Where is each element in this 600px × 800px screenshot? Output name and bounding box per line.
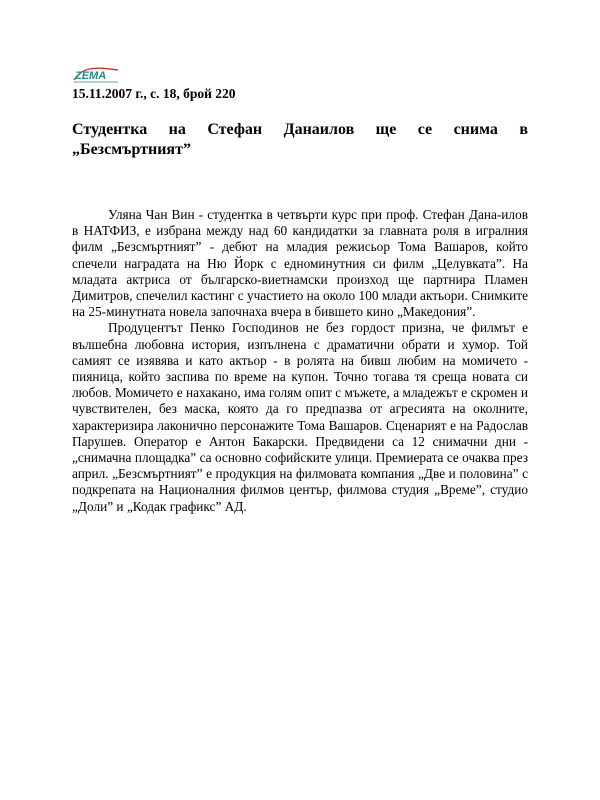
headline-line-1: Студентка на Стефан Данаилов ще се снима в — [72, 121, 528, 138]
headline-line-2: „Безсмъртният” — [72, 141, 191, 158]
zema-logo — [72, 64, 120, 86]
document-page — [72, 64, 528, 515]
article-headline — [72, 120, 528, 160]
article-body — [72, 207, 528, 515]
svg-text:ZEMA: ZEMA — [75, 70, 107, 82]
article-paragraph: Продуцентът Пенко Господинов не без гордост призна, че филмът е вълшебна любовна история, изпълнена с драматични обрати и хумор. Той самият се изявява и като актьор - в ролята на бивш любим на момичето - пияница, който заспива по време на купон. Точно тогава тя среща новата си любов. Момичето е нахакано, има голям опит с мъжете, а младежът е скромен и чувствителен, без маска, която да го предпазва от агресията на околните, характеризира лаконично персонажите Тома Вашаров. Сценарият е на Радослав Парушев. Оператор е Антон Бакарски. Предвидени са 12 снимачни дни - „снимачна площадка” са основно софийските улици. Премиерата се очаква през април. „Безсмъртният” е продукция на филмовата компания „Две и половина” с подкрепата на Националния филмов център, филмова студия „Време”, студио „Доли” и „Кодак графикс” АД. — [72, 320, 528, 514]
publication-dateline: 15.11.2007 г., с. 18, брой 220 — [72, 86, 236, 101]
article-paragraph: Уляна Чан Вин - студентка в четвърти курс при проф. Стефан Дана-илов в НАТФИЗ, е избрана между над 60 кандидатки за главната роля в игралния филм „Безсмъртният” - дебют на младия режисьор Тома Вашаров, който спечели наградата на Ню Йорк с едноминутния си филм „Целувката”. На младата актриса от българско-виетнамски произход ще партнира Пламен Димитров, спечелил кастинг с участието на около 100 млади актьори. Снимките на 25-минутната новела започнаха вчера в бившето кино „Македония”. — [72, 207, 528, 320]
